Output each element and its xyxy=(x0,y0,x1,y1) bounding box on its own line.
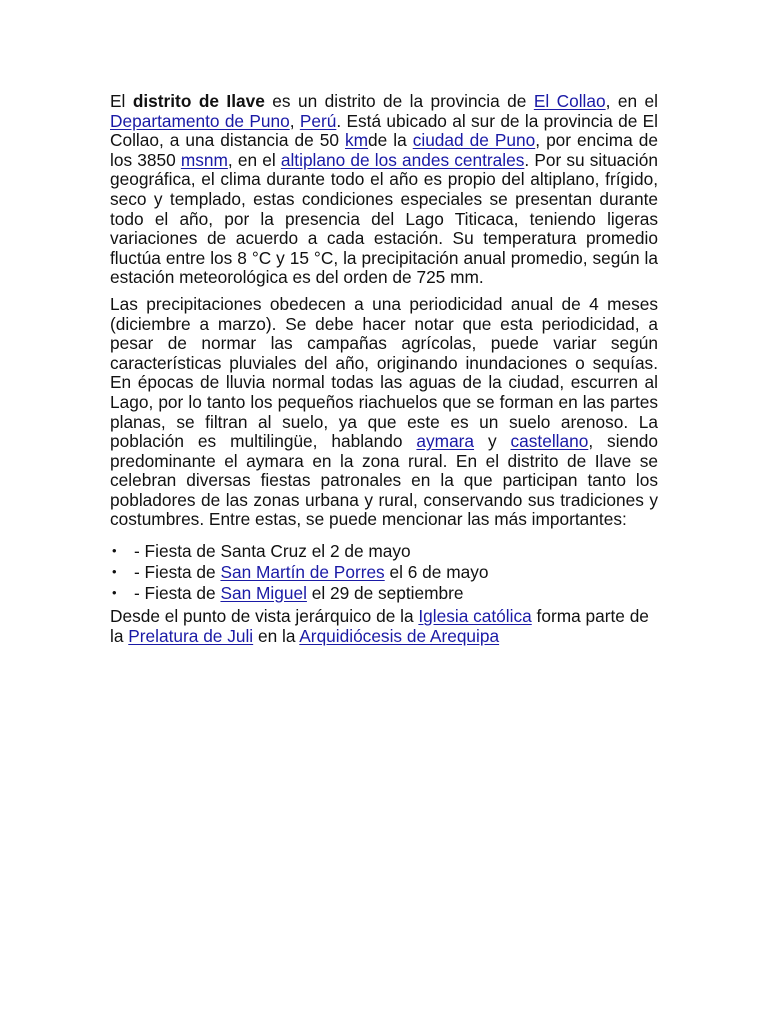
text-segment: el 6 de mayo xyxy=(384,561,489,582)
link-prelatura-de-juli[interactable]: Prelatura de Juli xyxy=(128,626,254,647)
text-segment: el 29 de septiembre xyxy=(306,582,464,603)
link-san-miguel[interactable]: San Miguel xyxy=(220,582,307,603)
link-aymara[interactable]: aymara xyxy=(416,431,475,452)
text-segment: , xyxy=(289,110,300,131)
list-item xyxy=(110,541,658,562)
link-km[interactable]: km xyxy=(344,130,369,151)
text-segment: , por encima de los 3850 xyxy=(110,130,658,170)
paragraph-intro xyxy=(110,92,658,288)
text-segment: forma parte de la xyxy=(110,606,649,647)
link-san-martin-de-porres[interactable]: San Martín de Porres xyxy=(220,561,385,582)
festivals-list xyxy=(110,541,658,603)
text-segment: es un distrito de la provincia de xyxy=(264,91,534,111)
link-peru[interactable]: Perú xyxy=(299,110,337,131)
bullet-icon: • xyxy=(112,584,117,600)
text-segment: . Por su situación geográfica, el clima durante todo el año es propio del altiplano, frígido, seco y templado, estas condiciones especiales se presentan durante todo el año, por la presencia del Lago Titicaca, teniendo ligeras variaciones de acuerdo a cada estación. Su temperatura promedio fluctúa entre los 8 °C y 15 °C, la precipitación anual promedio, según la estación meteorológica es del orden de 725 mm. xyxy=(110,149,658,288)
list-item-text: - Fiesta de Santa Cruz el 2 de mayo xyxy=(134,541,411,562)
text-segment: , en el xyxy=(227,149,281,170)
text-segment: de la xyxy=(368,130,413,151)
district-name-bold: distrito de Ilave xyxy=(132,91,265,111)
link-castellano[interactable]: castellano xyxy=(510,431,589,452)
link-ciudad-de-puno[interactable]: ciudad de Puno xyxy=(412,130,536,151)
text-segment: Desde el punto de vista jerárquico de la xyxy=(110,606,419,627)
paragraph-church xyxy=(110,607,658,646)
text-segment: - Fiesta de xyxy=(134,582,221,603)
text-segment: , en el xyxy=(605,91,658,111)
bullet-icon: • xyxy=(112,543,117,559)
paragraph-climate xyxy=(110,295,658,530)
link-el-collao[interactable]: El Collao xyxy=(533,91,606,111)
list-item xyxy=(110,583,658,604)
text-segment: . Está ubicado al sur de la provincia de El Collao, a una distancia de 50 xyxy=(110,110,658,151)
text-segment: , siendo predominante el aymara en la zona rural. En el distrito de Ilave se celebran diversas fiestas patronales en la que participan tanto los pobladores de las zonas urbana y rural, conservando sus tradiciones y costumbres. Entre estas, se puede mencionar las más importantes: xyxy=(110,431,658,530)
link-msnm[interactable]: msnm xyxy=(180,149,228,170)
link-altiplano[interactable]: altiplano de los andes centrales xyxy=(280,149,525,170)
link-departamento-de-puno[interactable]: Departamento de Puno xyxy=(110,110,290,131)
link-iglesia-catolica[interactable]: Iglesia católica xyxy=(418,606,532,627)
text-segment: y xyxy=(474,431,511,452)
article-body xyxy=(110,92,658,654)
text-segment: - Fiesta de xyxy=(134,561,221,582)
bullet-icon: • xyxy=(112,563,117,579)
text-segment: en la xyxy=(253,626,300,647)
text-segment: El xyxy=(110,91,133,111)
text-segment: Las precipitaciones obedecen a una periodicidad anual de 4 meses (diciembre a marzo). Se debe hacer notar que esta periodicidad, a pesar de normar las campañas agrícolas, puede variar según características pluviales del año, originando inundaciones o sequías. En épocas de lluvia normal todas las aguas de la ciudad, escurren al Lago, por lo tanto los pequeños riachuelos que se forman en las partes planas, se filtran al suelo, ya que este es un suelo arenoso. La población es multilingüe, hablando xyxy=(110,293,658,452)
list-item xyxy=(110,562,658,583)
link-arquidiocesis-de-arequipa[interactable]: Arquidiócesis de Arequipa xyxy=(299,626,500,647)
